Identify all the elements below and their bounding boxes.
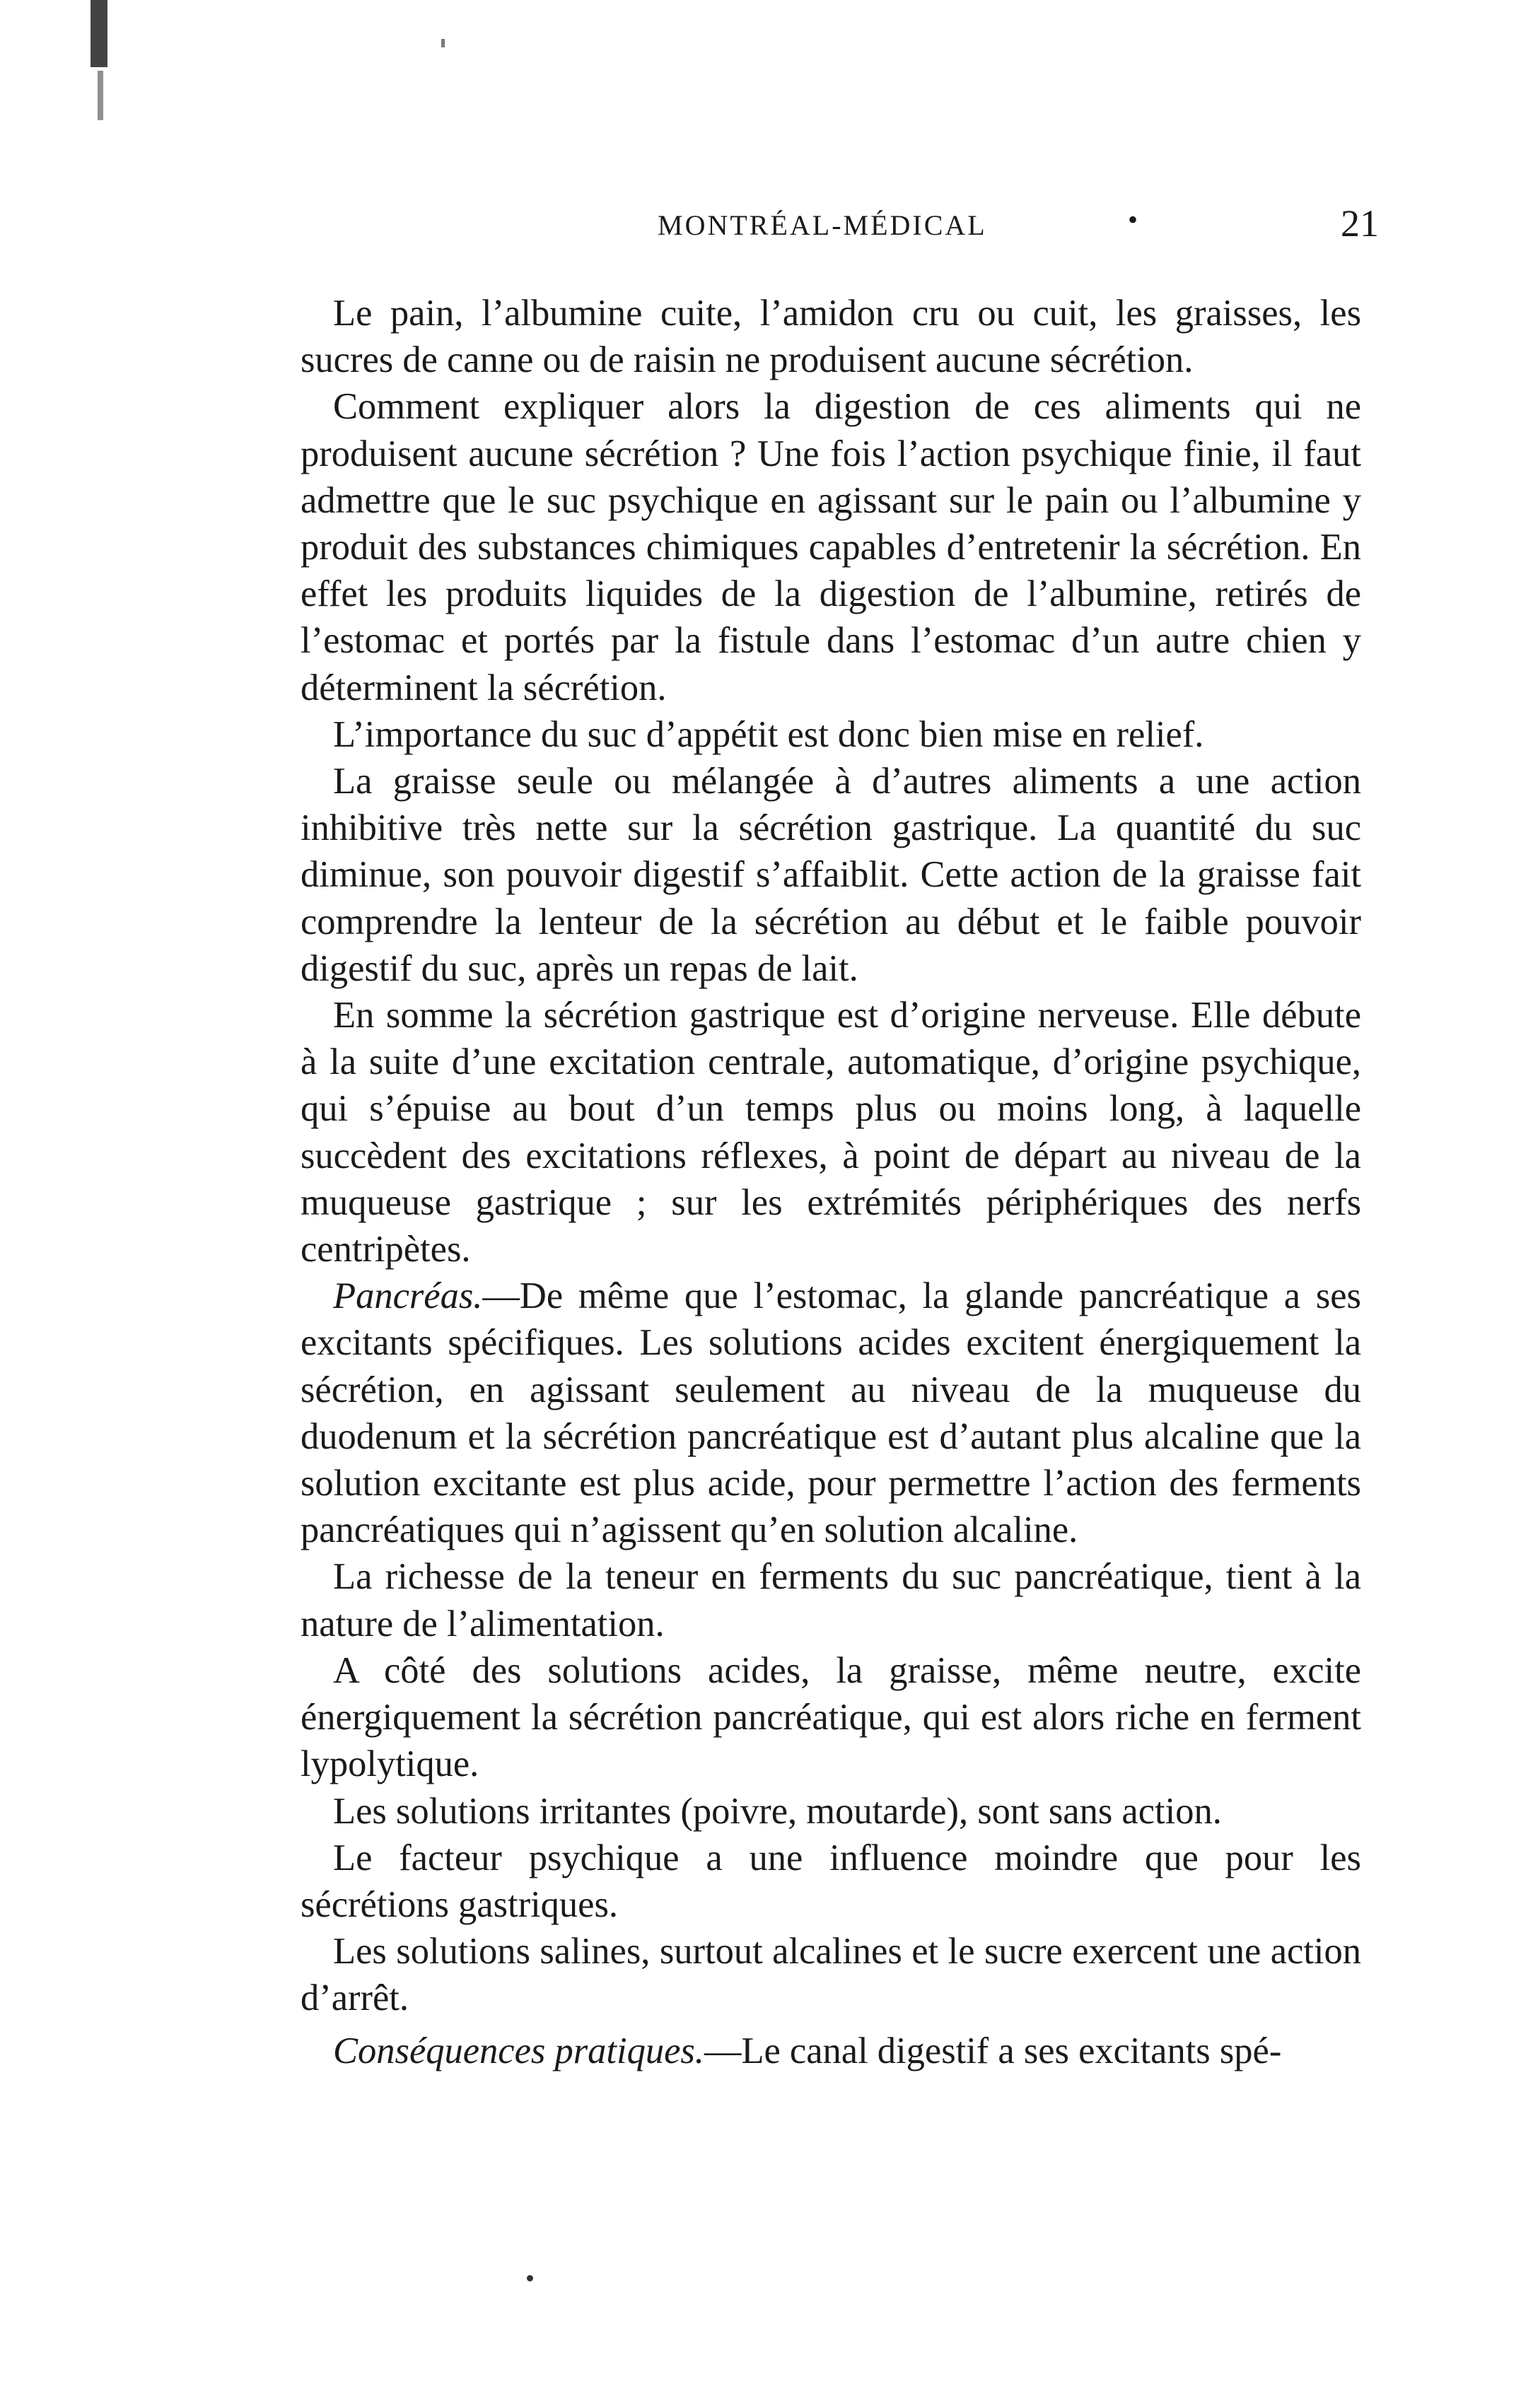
paragraph: Le facteur psychique a une influence moindre que pour les sécrétions gastriques. [301,1837,1361,1925]
page-header [301,201,1379,251]
paragraph-pancreas [301,1273,1361,1553]
paragraph: L’importance du suc d’appétit est donc bien mise en relief. [333,713,1204,755]
body-text [301,290,1361,2074]
header-dot: • [1128,204,1138,235]
section-heading-pancreas: Pancréas. [333,1275,483,1317]
paragraph-text: —Le canal digestif a ses excitants spé- [704,2030,1282,2071]
paragraph: La richesse de la teneur en ferments du suc pancréatique, tient à la nature de l’alimentation. [301,1556,1361,1644]
paragraph-consequences [301,2028,1361,2074]
scan-artifact [441,39,445,47]
paragraph: Comment expliquer alors la digestion de ces aliments qui ne produisent aucune sécrétion ? Une fois l’action psychique finie, il faut admettre que le suc psychique en agissant sur le pain ou l’albumine y produit des substances chimiques capables d’entretenir la sécrétion. En effet les produits liquides de la digestion de l’albumine, retirés de l’estomac et portés par la fistule dans l’estomac d’un autre chien y déterminent la sécrétion. [301,386,1361,708]
paragraph: Les solutions irritantes (poivre, moutarde), sont sans action. [333,1790,1222,1832]
page-number: 21 [1341,202,1379,245]
paragraph: Le pain, l’albumine cuite, l’amidon cru ou cuit, les graisses, les sucres de canne ou de raisin ne produisent aucune sécrétion. [301,293,1361,381]
section-heading-consequences: Conséquences pratiques. [333,2030,704,2071]
paragraph: La graisse seule ou mélangée à d’autres aliments a une action inhibitive très nette sur la sécrétion gastrique. La quantité du suc diminue, son pouvoir digestif s’affaiblit. Cette action de la graisse fait comprendre la lenteur de la sécrétion au début et le faible pouvoir digestif du suc, après un repas de lait. [301,761,1361,989]
paragraph: Les solutions salines, surtout alcalines et le sucre exercent une action d’arrêt. [301,1931,1361,2019]
paragraph-text: —De même que l’estomac, la glande pancréatique a ses excitants spécifiques. Les solutions acides excitent énergiquement la sécrétion, en agissant seulement au niveau de la muqueuse du duodenum et la sécrétion pancréatique est d’autant plus alcaline que la solution excitante est plus acide, pour permettre l’action des ferments pancréatiques qui n’agissent qu’en solution alcaline. [301,1275,1361,1551]
scan-artifact [91,0,107,67]
scan-artifact [98,71,103,120]
running-title: MONTRÉAL-MÉDICAL [658,209,987,241]
paragraph: En somme la sécrétion gastrique est d’origine nerveuse. Elle débute à la suite d’une excitation centrale, automatique, d’origine psychique, qui s’épuise au bout d’un temps plus ou moins long, à laquelle succèdent des excitations réflexes, à point de départ au niveau de la muqueuse gastrique ; sur les extrémités périphériques des nerfs centripètes. [301,995,1361,1270]
paragraph: A côté des solutions acides, la graisse, même neutre, excite énergiquement la sécrétion pancréatique, qui est alors riche en ferment lypolytique. [301,1649,1361,1785]
scan-artifact-dot [527,2275,533,2281]
